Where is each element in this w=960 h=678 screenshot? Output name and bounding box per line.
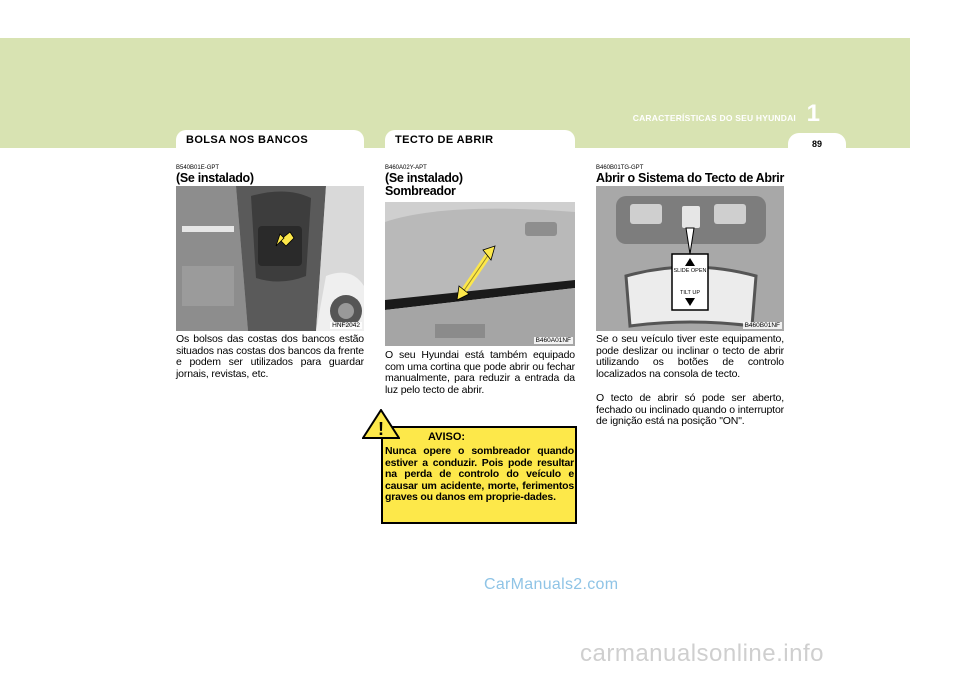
sunshade-figure — [385, 202, 575, 346]
chapter-title: CARACTERÍSTICAS DO SEU HYUNDAI — [632, 113, 796, 123]
sunroof-operation-description: Se o seu veículo tiver este equipamento, pode deslizar ou inclinar o tecto de abrir utilizando os botões de controlo localizados na consola de tecto. — [596, 333, 784, 380]
warning-symbol: ! — [378, 419, 384, 439]
seat-pocket-figure — [176, 186, 364, 331]
page-number: 89 — [811, 139, 822, 149]
overhead-console-figure — [596, 186, 784, 331]
seat-pocket-description: Os bolsos das costas dos bancos estão situados nas costas dos bancos da frente e podem ser utilizados para guardar jornais, revistas, etc. — [176, 333, 364, 380]
watermark-carmanualsonline[interactable]: carmanualsonline.info — [580, 640, 824, 667]
heading-sunshade: Sombreador — [385, 184, 456, 198]
section-code-1: B540B01E-GPT — [176, 165, 220, 171]
tilt-up-label: TILT UP — [680, 290, 700, 296]
sunroof-ignition-note: O tecto de abrir só pode ser aberto, fechado ou inclinado quando o interruptor de ignição está na posição "ON". — [596, 392, 784, 427]
sunshade-description: O seu Hyundai está também equipado com uma cortina que pode abrir ou fechar manualmente, para reduzir a entrada da luz pelo tecto de abrir. — [385, 349, 575, 396]
overhead-console-illustration — [596, 186, 784, 331]
heading-optional-1: (Se instalado) — [176, 171, 254, 185]
figure-code-2: B460A01NF — [535, 337, 571, 344]
slide-open-label: SLIDE OPEN — [673, 268, 707, 274]
chapter-number: 1 — [806, 100, 820, 127]
warning-title: AVISO: — [428, 431, 466, 443]
figure-code-1: HNF2042 — [332, 322, 360, 329]
watermark-carmanuals2[interactable]: CarManuals2.com — [484, 576, 619, 593]
warning-text: Nunca opere o sombreador quando estiver a conduzir. Pois pode resultar na perda de controlo do veículo e causar um acidente, morte, ferimentos graves ou danos em proprie-dades. — [385, 445, 574, 503]
section-code-2: B460A02Y-APT — [385, 165, 427, 171]
section-code-3: B460B01TG-GPT — [596, 165, 644, 171]
seat-back-illustration — [176, 186, 364, 331]
section-title-sunroof: TECTO DE ABRIR — [385, 130, 575, 150]
section-title-seat-pocket: BOLSA NOS BANCOS — [176, 130, 364, 150]
heading-optional-2: (Se instalado) — [385, 171, 463, 185]
figure-code-3: B460B01NF — [744, 322, 780, 329]
heading-open-sunroof: Abrir o Sistema do Tecto de Abrir — [596, 171, 785, 185]
warning-triangle-icon — [362, 409, 400, 439]
sunshade-illustration — [385, 202, 575, 346]
